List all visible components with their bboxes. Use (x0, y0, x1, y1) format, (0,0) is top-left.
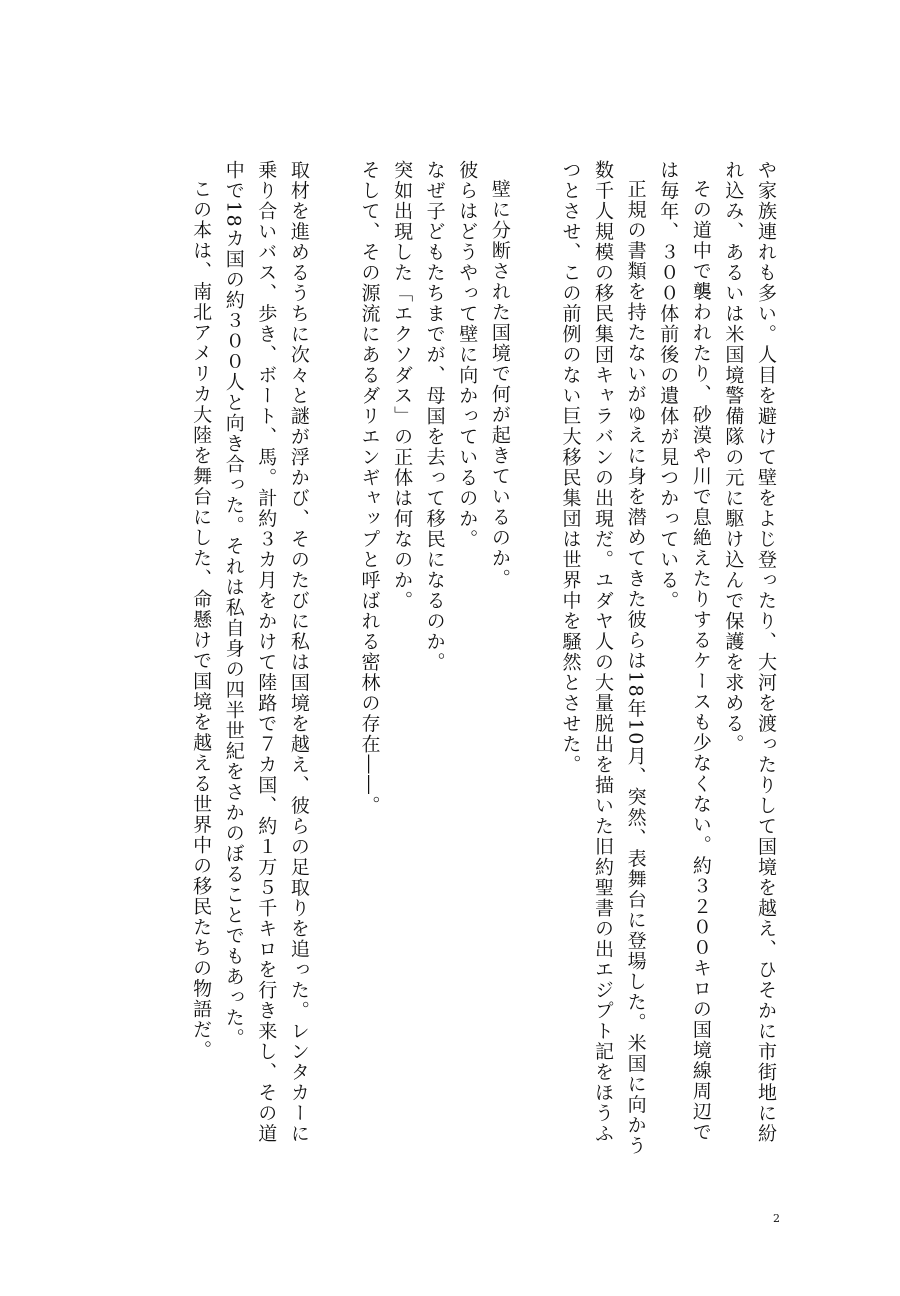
vertical-text-body (185, 160, 783, 1160)
question-1: 壁に分断された国境で何が起きているのか。 (488, 179, 511, 589)
section-gap (516, 160, 554, 1160)
page-number: 2 (773, 1212, 780, 1225)
paragraph-1: や家族連れも多い。人目を避けて壁をよじ登ったり、大河を渡ったりして国境を越え、ひそかに市街地に紛れ込み、あるいは米国境警備隊の元に駆け込んで保護を求める。 (722, 160, 777, 1144)
section-gap (315, 160, 353, 1160)
question-3: なぜ子どもたちまでが、母国を去って移民になるのか。 (423, 160, 446, 673)
question-5: そして、その源流にあるダリエンギャップと呼ばれる密林の存在――。 (358, 160, 381, 816)
closing-paragraph-2: この本は、南北アメリカ大陸を舞台にした、命懸けで国境を越える世界中の移民たちの物語だ。 (190, 179, 213, 1061)
question-4: 突如出現した「エクソダス」の正体は何なのか。 (391, 160, 414, 611)
closing-paragraph-1: 取材を進めるうちに次々と謎が浮かび、そのたびに私は国境を越え、彼らの足取りを追った。レンタカーに乗り合いバス、歩き、ボート、馬。計約３カ月をかけて陸路で７カ国、約１万５千キロを行き来し、その道中で18カ国の約３００人と向き合った。それは私自身の四半世紀をさかのぼることでもあった。 (222, 160, 310, 1144)
paragraph-3: 正規の書類を持たないがゆえに身を潜めてきた彼らは18年10月、突然、表舞台に登場した。米国に向かう数千人規模の移民集団キャラバンの出現だ。ユダヤ人の大量脱出を描いた旧約聖書の出エジプト記をほうふつとさせ、この前例のない巨大移民集団は世界中を騒然とさせた。 (559, 160, 647, 1156)
paragraph-2: その道中で襲われたり、砂漠や川で息絶えたりするケースも少なくない。約３２００キロの国境線周辺では毎年、３００体前後の遺体が見つかっている。 (657, 160, 712, 1143)
question-2: 彼らはどうやって壁に向かっているのか。 (456, 160, 479, 550)
